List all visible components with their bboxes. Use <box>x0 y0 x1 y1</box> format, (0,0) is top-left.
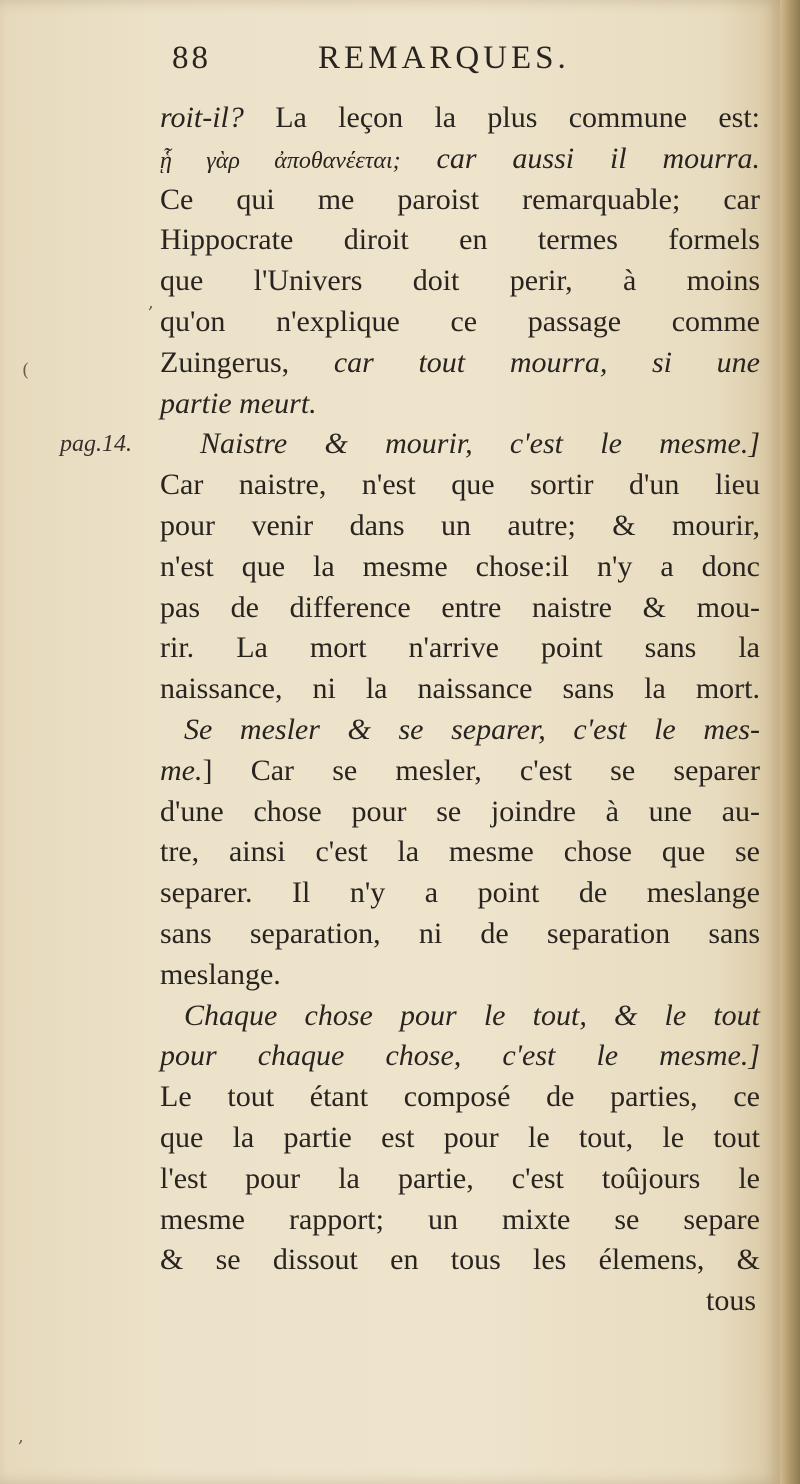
text-line: pas de difference entre naistre & mou- <box>160 590 760 624</box>
text-line: Chaque chose pour le tout, & le tout <box>184 998 760 1032</box>
page-header <box>160 40 760 98</box>
text-line: Le tout étant composé de parties, ce <box>160 1080 760 1114</box>
text-line: meslange. <box>160 957 281 991</box>
text-line: sans separation, ni de separation sans <box>160 916 760 950</box>
text-line: Ce qui me paroist remarquable; car <box>160 182 760 216</box>
text-line <box>60 424 760 465</box>
margin-note: pag.14. <box>60 431 132 458</box>
stray-mark: , <box>18 1426 24 1447</box>
stray-mark: , <box>148 292 154 313</box>
text-line: que la partie est pour le tout, le tout <box>160 1120 760 1154</box>
text-line: partie meurt. <box>160 386 317 420</box>
text-line: naissance, ni la naissance sans la mort. <box>160 672 760 706</box>
running-title: REMARQUES. <box>318 40 570 76</box>
stray-mark: ( <box>22 360 30 381</box>
text-line: pour venir dans un autre; & mourir, <box>160 508 760 542</box>
text-line: ᾗ γὰρ ἀποθανέεται; car aussi il mourra. <box>160 141 761 175</box>
catchword: tous <box>705 1284 756 1318</box>
text-line: tre, ainsi c'est la mesme chose que se <box>160 835 760 869</box>
text-line: rir. La mort n'arrive point sans la <box>160 631 760 665</box>
text-line: que l'Univers doit perir, à moins <box>160 264 760 298</box>
text-block <box>60 40 761 1322</box>
text-line: qu'on n'explique ce passage comme <box>160 304 760 338</box>
text-line: Hippocrate diroit en termes formels <box>160 223 760 257</box>
lemma-text: Naistre & mourir, c'est le mesme.] <box>200 427 760 461</box>
page-number: 88 <box>172 40 211 76</box>
text-line: d'une chose pour se joindre à une au- <box>160 794 760 828</box>
text-line: roit-il? La leçon la plus commune est: <box>160 101 760 134</box>
text-line: Se mesler & se separer, c'est le mes- <box>184 712 760 746</box>
text-line: & se dissout en tous les élemens, & <box>160 1243 760 1277</box>
text-line: Zuingerus, car tout mourra, si une <box>160 345 760 379</box>
page-edge <box>780 0 800 1484</box>
text-line: n'est que la mesme chose:il n'y a donc <box>160 549 760 583</box>
text-line: mesme rapport; un mixte se separe <box>160 1202 760 1236</box>
text-line: separer. Il n'y a point de meslange <box>160 876 760 910</box>
text-line: pour chaque chose, c'est le mesme.] <box>160 1039 760 1073</box>
text-line: l'est pour la partie, c'est toûjours le <box>160 1161 760 1195</box>
text-line: me.] Car se mesler, c'est se separer <box>160 753 760 787</box>
text-line: Car naistre, n'est que sortir d'un lieu <box>160 468 760 502</box>
